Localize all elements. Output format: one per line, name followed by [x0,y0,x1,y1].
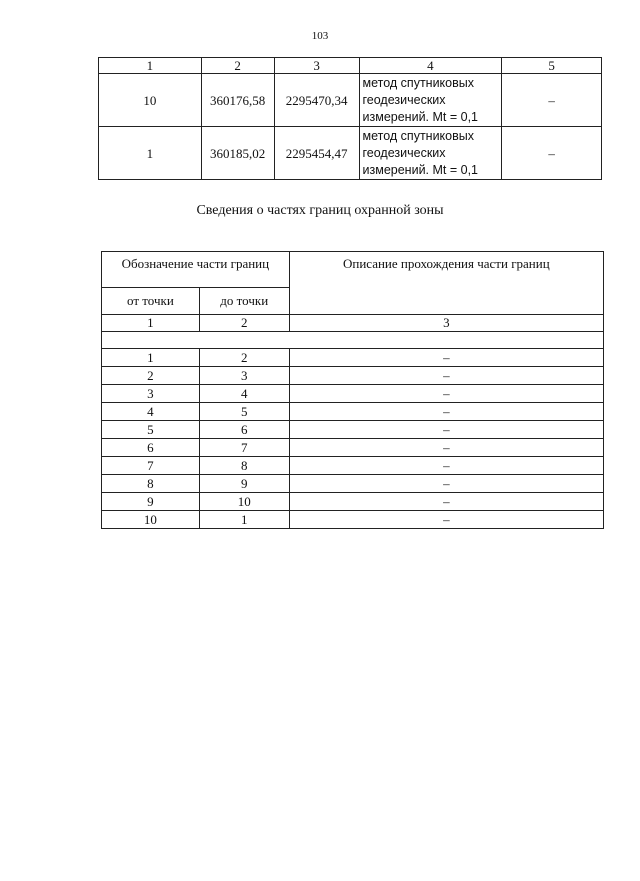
from-point: 5 [102,421,200,439]
col-number-1: 1 [102,315,200,332]
table-row [102,367,604,385]
description: – [289,511,603,529]
table-row [99,127,602,180]
group-header-row [102,252,604,288]
from-point: 9 [102,493,200,511]
method-cell [359,127,502,180]
description: – [289,457,603,475]
to-point: 7 [199,439,289,457]
table-row [102,403,604,421]
from-point: 10 [102,511,200,529]
boundary-description-header: Описание прохождения части границ [289,252,603,315]
coordinate-x: 360185,02 [201,127,274,180]
from-point: 8 [102,475,200,493]
table-row [102,511,604,529]
description: – [289,349,603,367]
point-number: 1 [99,127,202,180]
coordinates-header-row [99,58,602,74]
col-header-4: 4 [359,58,502,74]
boundary-designation-header: Обозначение части границ [102,252,290,288]
col-number-3: 3 [289,315,603,332]
table-row [102,493,604,511]
method-line: геодезических [362,92,446,107]
from-point-header: от точки [102,288,200,315]
point-number: 10 [99,74,202,127]
method-line: измерений. Mt = 0,1 [362,109,479,124]
description: – [289,385,603,403]
col-header-3: 3 [274,58,359,74]
method-line: измерений. Mt = 0,1 [362,162,479,177]
page-number: 103 [311,30,329,42]
description: – [289,421,603,439]
to-point-header: до точки [199,288,289,315]
from-point: 3 [102,385,200,403]
from-point: 2 [102,367,200,385]
to-point: 1 [199,511,289,529]
from-point: 7 [102,457,200,475]
table-row [99,74,602,127]
col-header-1: 1 [99,58,202,74]
table-row [102,475,604,493]
section-title: Сведения о частях границ охранной зоны [196,203,444,218]
extra-cell: – [502,74,602,127]
to-point: 10 [199,493,289,511]
coordinate-y: 2295454,47 [274,127,359,180]
from-point: 6 [102,439,200,457]
to-point: 3 [199,367,289,385]
to-point: 5 [199,403,289,421]
boundary-parts-table [101,251,604,529]
description: – [289,493,603,511]
description: – [289,475,603,493]
table-row [102,439,604,457]
description: – [289,367,603,385]
method-line: метод спутниковых [362,128,474,143]
method-line: геодезических [362,145,446,160]
col-header-5: 5 [502,58,602,74]
description: – [289,403,603,421]
coordinate-x: 360176,58 [201,74,274,127]
col-number-2: 2 [199,315,289,332]
from-point: 1 [102,349,200,367]
from-point: 4 [102,403,200,421]
table-row [102,457,604,475]
method-line: метод спутниковых [362,75,474,90]
table-row [102,421,604,439]
extra-cell: – [502,127,602,180]
column-number-row [102,315,604,332]
to-point: 6 [199,421,289,439]
col-header-2: 2 [201,58,274,74]
empty-cell [102,332,604,349]
table-row [102,385,604,403]
to-point: 8 [199,457,289,475]
to-point: 9 [199,475,289,493]
method-cell [359,74,502,127]
table-row [102,349,604,367]
description: – [289,439,603,457]
coordinates-table [98,57,602,180]
coordinate-y: 2295470,34 [274,74,359,127]
to-point: 4 [199,385,289,403]
empty-row [102,332,604,349]
to-point: 2 [199,349,289,367]
